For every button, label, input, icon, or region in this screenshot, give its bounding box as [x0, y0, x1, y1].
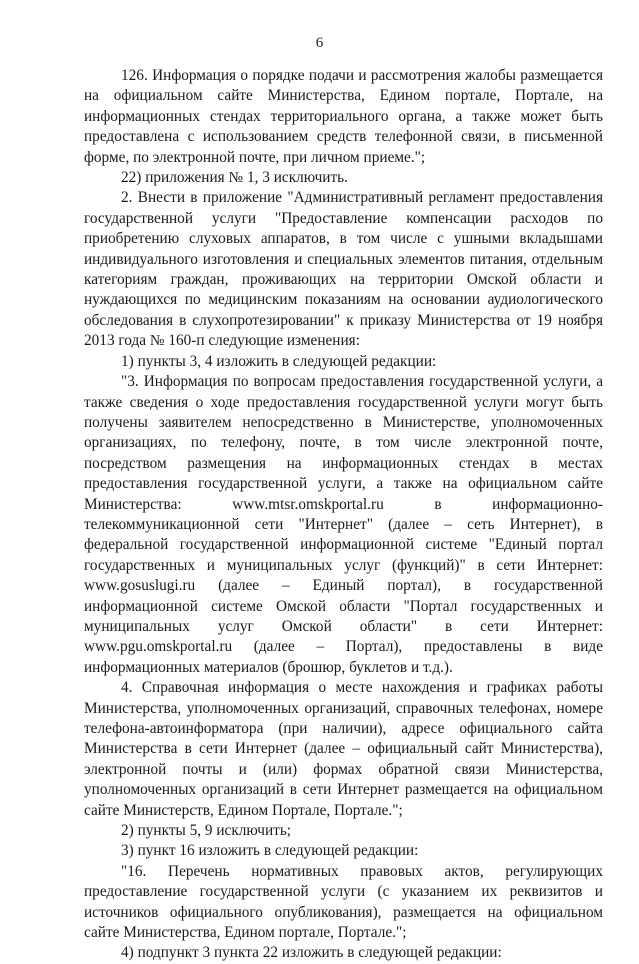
paragraph-item-16: "16. Перечень нормативных правовых актов, регулирующих предоставление государственной услуги (с указанием их реквизитов и источников официального опубликования), размещается на официальном сайте Министерства, Едином портале, Портале."; — [84, 862, 603, 942]
page-number: 6 — [315, 35, 324, 51]
paragraph-22: 22) приложения № 1, 3 исключить. — [121, 169, 348, 187]
paragraph-amendment-2: 2. Внести в приложение "Административный регламент предоставления государственной услуги "Предоставление компенсации расходов по приобретению слуховых аппаратов, в том числе с ушными вкладышами индивидуального изготовления и специальных элементов питания, отдельным категориям граждан, проживающих на территории Омской области и нуждающихся по медицинским показаниям на основании аудиологического обследования в слухопротезировании" к приказу Министерства от 19 ноября 2013 года № 160-п следующие изменения: — [84, 189, 603, 350]
paragraph-item-3: "3. Информация по вопросам предоставления государственной услуги, а также сведения о ходе предоставления государственной услуги могут быть получены заявителем непосредственно в Министерстве, уполномоченных организациях, по телефону, почте, в том числе электронной почте, посредством размещения на информационных стендах в местах предоставления государственной услуги, а также на официальном сайте Министерства: www.mtsr.omskportal.ru в информационно-телекоммуникационной сети "Интернет" (далее – сеть Интернет), в федеральной государственной информационной системе "Единый портал государственных и муниципальных услуг (функций)" в сети Интернет: www.gosuslugi.ru (далее – Единый портал), в государственной информационной системе Омской области "Портал государственных и муниципальных услуг Омской области" в сети Интернет: www.pgu.omskportal.ru (далее – Портал), предоставлены в виде информационных материалов (брошюр, буклетов и т.д.). — [84, 373, 603, 676]
paragraph-126: 126. Информация о порядке подачи и рассмотрения жалобы размещается на официальном сайте Министерства, Едином портале, Портале, на информационных стендах территориального органа, а также может быть предоставлена с использованием средств телефонной связи, в письменной форме, по электронной почте, при личном приеме."; — [84, 67, 603, 166]
paragraph-sub-3: 3) пункт 16 изложить в следующей редакции: — [121, 842, 419, 860]
paragraph-sub-2: 2) пункты 5, 9 исключить; — [121, 822, 292, 840]
paragraph-sub-1: 1) пункты 3, 4 изложить в следующей редакции: — [121, 352, 437, 370]
document-body — [84, 66, 603, 964]
paragraph-item-4: 4. Справочная информация о месте нахождения и графиках работы Министерства, уполномоченных организаций, справочных телефонах, номере телефона-автоинформатора (при наличии), адресе официального сайта Министерства в сети Интернет (далее – официальный сайт Министерства), электронной почты и (или) формах обратной связи Министерства, уполномоченных организаций в сети Интернет размещается на официальном сайте Министерств, Едином Портале, Портале."; — [84, 679, 603, 819]
paragraph-sub-4: 4) подпункт 3 пункта 22 изложить в следующей редакции: — [121, 944, 502, 962]
